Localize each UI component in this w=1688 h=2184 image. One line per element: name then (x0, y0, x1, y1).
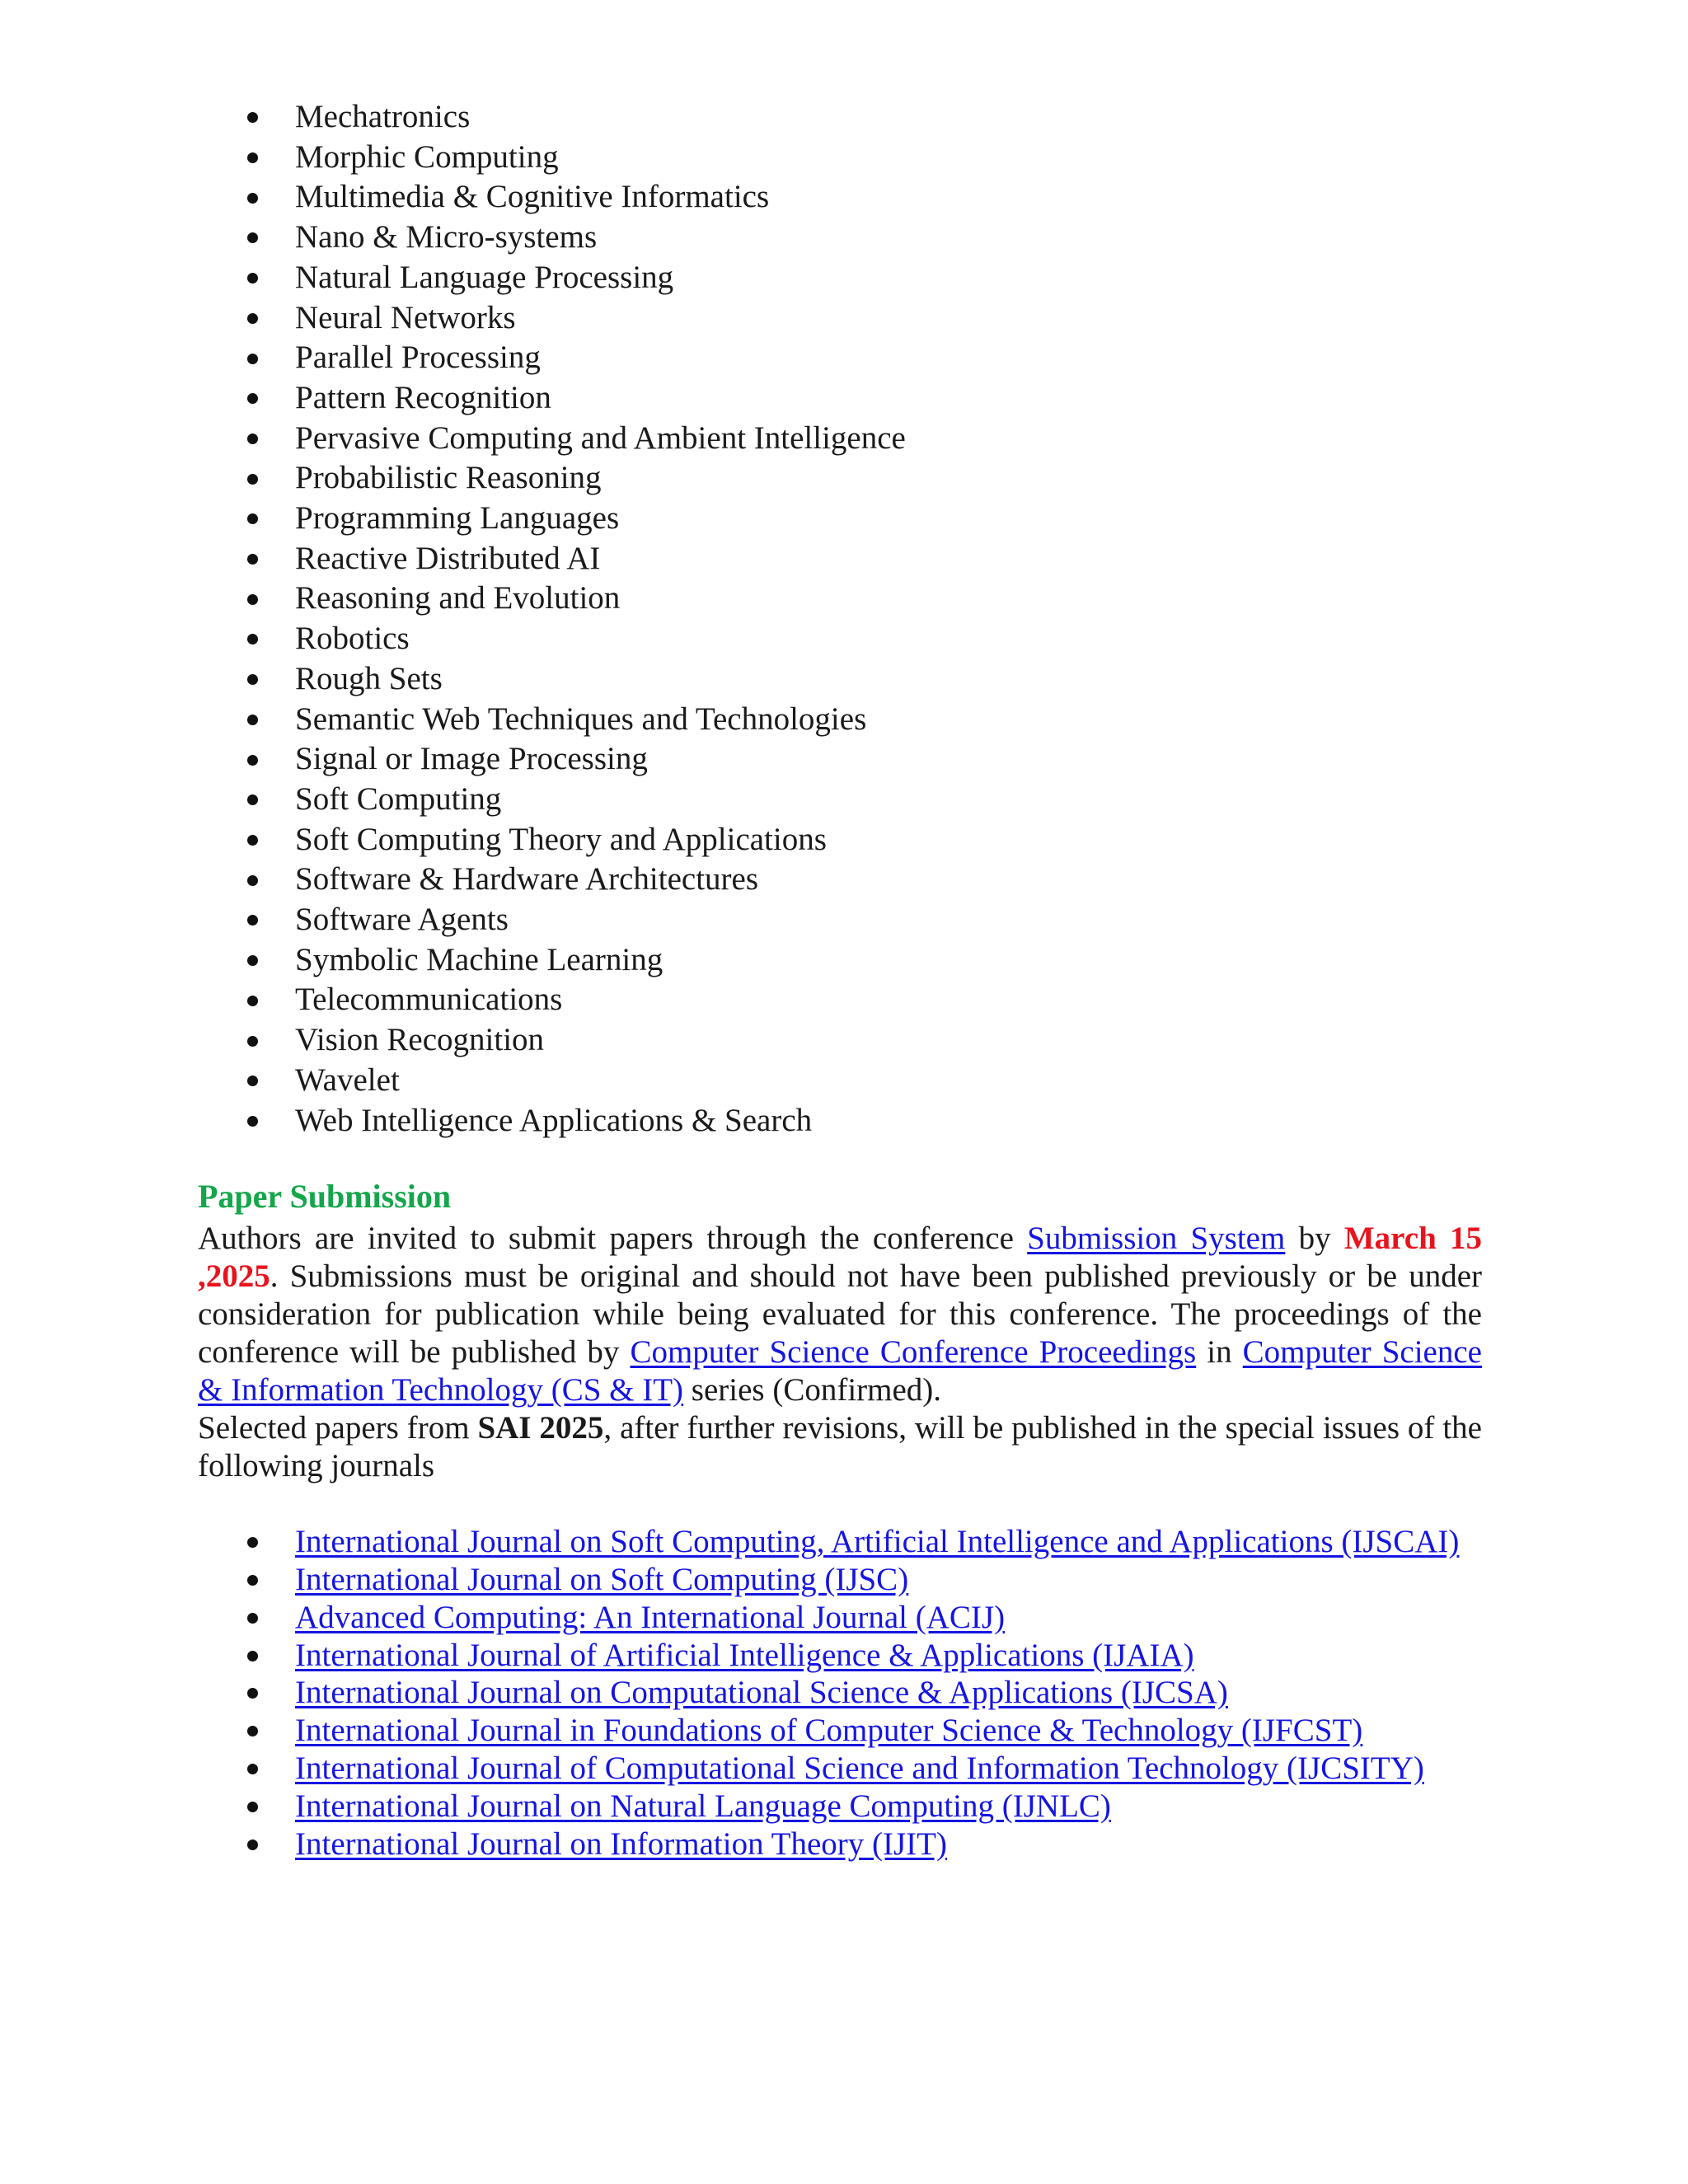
topic-item (198, 579, 1482, 619)
paragraph-text: in (1196, 1334, 1243, 1371)
topic-label: Morphic Computing (295, 138, 559, 175)
bullet-icon (247, 313, 258, 324)
bullet-icon (247, 755, 258, 766)
bullet-icon (247, 955, 258, 966)
topic-item (198, 97, 1482, 138)
bullet-icon (247, 594, 258, 605)
journal-link-ijcsity[interactable]: International Journal of Computational Science and Information Technology (IJCSITY) (295, 1750, 1424, 1787)
bullet-icon (247, 434, 258, 444)
topic-item (198, 458, 1482, 499)
bullet-icon (247, 152, 258, 163)
journal-item (198, 1561, 1482, 1599)
topics-list (198, 97, 1482, 1141)
submission-paragraph (198, 1220, 1482, 1409)
topic-item (198, 860, 1482, 900)
journal-link-ijfcst[interactable]: International Journal in Foundations of Computer Science & Technology (IJFCST) (295, 1713, 1363, 1749)
journal-link-ijscai[interactable]: International Journal on Soft Computing, Artificial Intelligence and Applications (IJSCAI) (295, 1524, 1460, 1560)
journal-link-ijnlc[interactable]: International Journal on Natural Language Computing (IJNLC) (295, 1788, 1111, 1824)
topic-label: Probabilistic Reasoning (295, 460, 602, 496)
topic-item (198, 258, 1482, 298)
page-content (198, 97, 1482, 1863)
bullet-icon (247, 1613, 258, 1624)
topic-item (198, 900, 1482, 940)
bullet-icon (247, 1802, 258, 1812)
journal-item (198, 1599, 1482, 1637)
topic-label: Multimedia & Cognitive Informatics (295, 179, 770, 215)
topic-item (198, 138, 1482, 178)
topic-label: Soft Computing (295, 780, 502, 817)
journal-link-acij[interactable]: Advanced Computing: An International Journal (ACIJ) (295, 1599, 1006, 1635)
topic-item (198, 780, 1482, 820)
bullet-icon (247, 474, 258, 485)
submission-system-link[interactable]: Submission System (1027, 1221, 1286, 1257)
topic-label: Natural Language Processing (295, 259, 674, 295)
topic-item (198, 298, 1482, 339)
topic-label: Reactive Distributed AI (295, 540, 601, 576)
topic-item (198, 499, 1482, 539)
bullet-icon (247, 715, 258, 725)
paragraph-text: , after further revisions, will be published in the special issues of the following journals (198, 1410, 1482, 1484)
bullet-icon (247, 1651, 258, 1661)
topic-label: Rough Sets (295, 660, 443, 696)
journal-item (198, 1788, 1482, 1825)
bullet-icon (247, 273, 258, 284)
topic-item (198, 980, 1482, 1020)
bullet-icon (247, 193, 258, 204)
bullet-icon (247, 1575, 258, 1586)
bullet-icon (247, 1076, 258, 1086)
deadline-date: March 15 (1343, 1221, 1483, 1257)
topic-label: Robotics (295, 621, 410, 657)
bullet-icon (247, 354, 258, 364)
journal-item (198, 1674, 1482, 1712)
topic-label: Programming Languages (295, 500, 620, 537)
bullet-icon (247, 393, 258, 404)
bullet-icon (247, 1036, 258, 1047)
topic-label: Symbolic Machine Learning (295, 941, 663, 977)
topic-label: Signal or Image Processing (295, 741, 648, 777)
bullet-icon (247, 634, 258, 644)
topic-item (198, 218, 1482, 258)
topic-label: Semantic Web Techniques and Technologies (295, 701, 867, 737)
topic-label: Nano & Micro-systems (295, 219, 598, 255)
bullet-icon (247, 835, 258, 846)
topic-label: Parallel Processing (295, 340, 541, 376)
topic-item (198, 1020, 1482, 1061)
topic-item (198, 940, 1482, 981)
bullet-icon (247, 915, 258, 926)
topic-label: Neural Networks (295, 299, 516, 335)
bullet-icon (247, 674, 258, 685)
topic-label: Reasoning and Evolution (295, 580, 621, 616)
topic-label: Mechatronics (295, 99, 471, 134)
topic-item (198, 378, 1482, 419)
bullet-icon (247, 794, 258, 805)
journal-item (198, 1750, 1482, 1788)
journal-item (198, 1712, 1482, 1750)
topic-label: Software Agents (295, 902, 509, 938)
topic-item (198, 739, 1482, 780)
journal-link-ijit[interactable]: International Journal on Information Theory (IJIT) (295, 1825, 947, 1862)
bullet-icon (247, 1537, 258, 1548)
bullet-icon (247, 112, 258, 123)
bullet-icon (247, 232, 258, 243)
topic-item (198, 177, 1482, 218)
journal-item (198, 1637, 1482, 1675)
journal-link-ijcsa[interactable]: International Journal on Computational Science & Applications (IJCSA) (295, 1675, 1228, 1711)
journal-item (198, 1523, 1482, 1561)
topic-label: Wavelet (295, 1062, 400, 1098)
topic-label: Pervasive Computing and Ambient Intelligence (295, 419, 906, 456)
topic-item (198, 338, 1482, 378)
bullet-icon (247, 1764, 258, 1774)
topic-item (198, 659, 1482, 700)
bullet-icon (247, 1840, 258, 1850)
journals-section (198, 1523, 1482, 1863)
topic-label: Soft Computing Theory and Applications (295, 821, 827, 857)
conference-name: SAI 2025 (477, 1410, 604, 1446)
topic-item (198, 619, 1482, 659)
topic-item (198, 1101, 1482, 1141)
bullet-icon (247, 1116, 258, 1127)
topic-label: Telecommunications (295, 982, 563, 1018)
paragraph-text: Authors are invited to submit papers through the conference (198, 1221, 1028, 1257)
journal-link-ijsc[interactable]: International Journal on Soft Computing (IJSC) (295, 1562, 909, 1598)
journal-link-ijaia[interactable]: International Journal of Artificial Intelligence & Applications (IJAIA) (295, 1637, 1194, 1673)
bullet-icon (247, 1726, 258, 1736)
bullet-icon (247, 875, 258, 886)
topic-item (198, 820, 1482, 860)
deadline-year: ,2025 (198, 1258, 270, 1295)
journals-list (198, 1523, 1482, 1863)
bullet-icon (247, 996, 258, 1006)
cs-it-series-link[interactable]: Computer Science & Information Technology (CS & IT) (198, 1334, 1482, 1408)
journal-item (198, 1825, 1482, 1863)
paragraph-text: . Submissions must be original and should not have been published previously or be under consideration for publication while being evaluated for this conference. The proceedings of the conference will be published by (198, 1258, 1482, 1371)
topic-label: Software & Hardware Architectures (295, 861, 759, 898)
paragraph-text: Selected papers from (198, 1410, 478, 1446)
topic-label: Pattern Recognition (295, 379, 551, 415)
paragraph-text: by (1285, 1221, 1344, 1257)
topic-item (198, 1061, 1482, 1101)
topic-label: Web Intelligence Applications & Search (295, 1102, 813, 1138)
topic-item (198, 419, 1482, 459)
bullet-icon (247, 1688, 258, 1699)
topic-item (198, 700, 1482, 740)
proceedings-link[interactable]: Computer Science Conference Proceedings (630, 1334, 1197, 1371)
bullet-icon (247, 513, 258, 524)
topic-item (198, 539, 1482, 579)
topic-label: Vision Recognition (295, 1022, 545, 1058)
paragraph-text: series (Confirmed). (683, 1372, 942, 1408)
paper-submission-heading: Paper Submission (198, 1178, 452, 1216)
bullet-icon (247, 554, 258, 565)
selected-papers-paragraph (198, 1409, 1482, 1485)
